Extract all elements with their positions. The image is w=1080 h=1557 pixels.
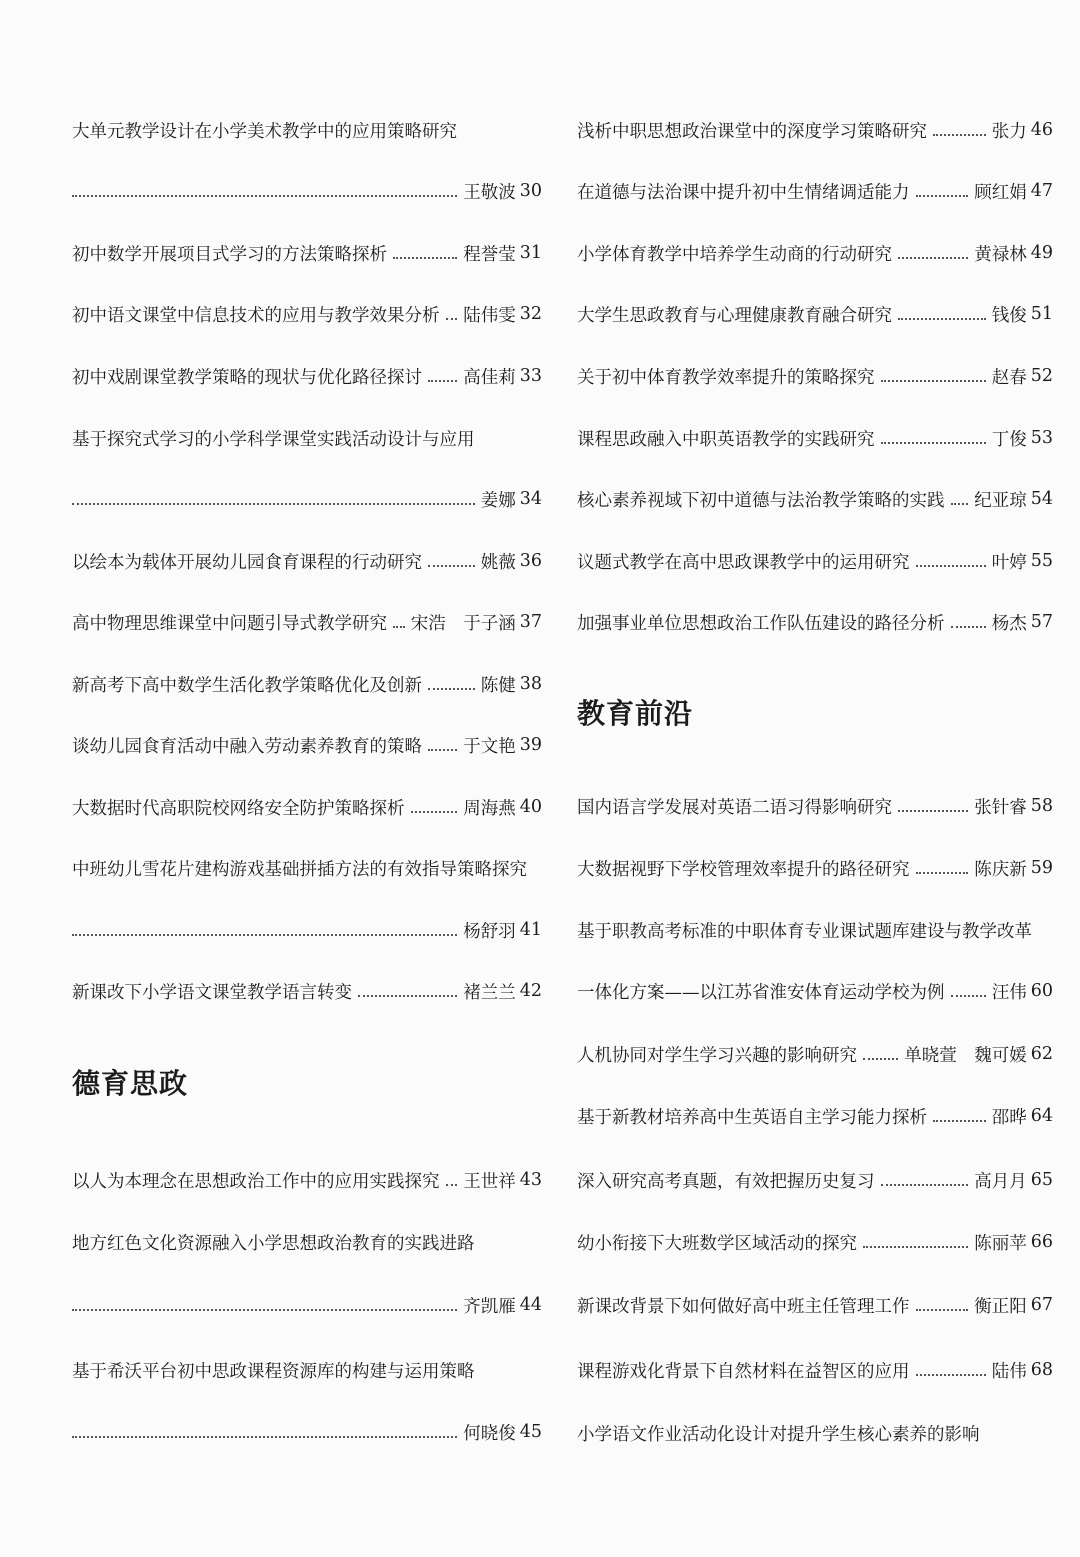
entry-page-number: 38 (519, 674, 542, 694)
dot-leader (393, 624, 405, 628)
entry-author: 邵晔 (991, 1107, 1027, 1128)
section-title: 教育前沿 (577, 697, 694, 730)
entry-title: 高中物理思维课堂中问题引导式教学研究 (72, 613, 387, 634)
entry-page-number: 37 (519, 612, 542, 632)
dot-leader (428, 747, 457, 751)
entry-title: 小学语文作业活动化设计对提升学生核心素养的影响 (577, 1424, 980, 1445)
dot-leader (72, 932, 457, 936)
entry-page-number: 66 (1030, 1232, 1053, 1252)
entry-page-number: 62 (1030, 1044, 1053, 1064)
toc-entry[interactable] (577, 171, 1053, 211)
dot-leader (446, 1182, 458, 1186)
dot-leader (411, 809, 458, 813)
toc-entry[interactable] (72, 1350, 542, 1390)
entry-title: 大数据视野下学校管理效率提升的路径研究 (577, 859, 910, 880)
entry-author: 陆伟 (991, 1361, 1027, 1382)
entry-title: 基于职教高考标准的中职体育专业课试题库建设与教学改革 (577, 921, 1032, 942)
entry-title: 浅析中职思想政治课堂中的深度学习策略研究 (577, 121, 927, 142)
entry-page-number: 53 (1030, 428, 1053, 448)
entry-author: 陈健 (480, 675, 516, 696)
entry-author: 程誉莹 (463, 244, 516, 265)
toc-entry[interactable] (72, 479, 542, 519)
entry-author: 单晓萱 魏可媛 (904, 1045, 1027, 1066)
entry-page-number: 34 (519, 489, 542, 509)
entry-title: 小学体育教学中培养学生动商的行动研究 (577, 244, 892, 265)
entry-author: 黄禄林 (974, 244, 1027, 265)
entry-title: 加强事业单位思想政治工作队伍建设的路径分析 (577, 613, 945, 634)
entry-author: 齐凯雁 (463, 1296, 516, 1317)
entry-author: 纪亚琼 (974, 490, 1027, 511)
entry-title: 新课改下小学语文课堂教学语言转变 (72, 982, 352, 1003)
entry-page-number: 43 (519, 1170, 542, 1190)
entry-author: 钱俊 (991, 305, 1027, 326)
toc-entry[interactable] (72, 110, 542, 150)
entry-author: 叶婷 (991, 552, 1027, 573)
toc-entry[interactable] (577, 786, 1053, 826)
dot-leader (863, 1244, 968, 1248)
entry-author: 衡正阳 (974, 1296, 1027, 1317)
dot-leader (863, 1056, 898, 1060)
entry-title: 初中语文课堂中信息技术的应用与教学效果分析 (72, 305, 440, 326)
dot-leader (881, 1182, 969, 1186)
toc-entry[interactable] (577, 1160, 1053, 1200)
toc-entry[interactable] (577, 1222, 1053, 1262)
toc-entry[interactable] (72, 294, 542, 334)
toc-entry[interactable] (577, 971, 1053, 1011)
entry-page-number: 39 (519, 735, 542, 755)
dot-leader (916, 563, 986, 567)
toc-entry[interactable] (72, 1412, 542, 1452)
toc-entry[interactable] (72, 233, 542, 273)
entry-page-number: 32 (519, 304, 542, 324)
entry-author: 赵春 (991, 367, 1027, 388)
toc-entry[interactable] (577, 848, 1053, 888)
dot-leader (916, 1372, 986, 1376)
toc-entry[interactable] (577, 541, 1053, 581)
entry-title: 以人为本理念在思想政治工作中的应用实践探究 (72, 1171, 440, 1192)
entry-title: 基于新教材培养高中生英语自主学习能力探析 (577, 1107, 927, 1128)
entry-author: 姜娜 (480, 490, 516, 511)
dot-leader (72, 1434, 457, 1438)
entry-page-number: 44 (519, 1295, 542, 1315)
entry-author: 陈庆新 (974, 859, 1027, 880)
toc-entry[interactable] (72, 971, 542, 1011)
entry-page-number: 64 (1030, 1106, 1053, 1126)
entry-author: 陆伟雯 (463, 305, 516, 326)
toc-entry[interactable] (577, 294, 1053, 334)
entry-title: 国内语言学发展对英语二语习得影响研究 (577, 797, 892, 818)
dot-leader (951, 501, 969, 505)
dot-leader (881, 378, 986, 382)
entry-author: 顾红娟 (974, 182, 1027, 203)
toc-entry[interactable] (72, 910, 542, 950)
toc-entry[interactable] (577, 1096, 1053, 1136)
entry-page-number: 41 (519, 920, 542, 940)
entry-page-number: 68 (1030, 1360, 1053, 1380)
toc-entry[interactable] (72, 541, 542, 581)
toc-entry[interactable] (72, 356, 542, 396)
entry-page-number: 40 (519, 797, 542, 817)
entry-page-number: 58 (1030, 796, 1053, 816)
entry-page-number: 31 (519, 243, 542, 263)
dot-leader (951, 624, 986, 628)
entry-page-number: 36 (519, 551, 542, 571)
entry-author: 张力 (991, 121, 1027, 142)
toc-entry[interactable] (72, 787, 542, 827)
dot-leader (916, 1307, 969, 1311)
toc-entry[interactable] (577, 418, 1053, 458)
toc-entry[interactable] (577, 1350, 1053, 1390)
entry-title: 大学生思政教育与心理健康教育融合研究 (577, 305, 892, 326)
toc-entry[interactable] (72, 1160, 542, 1200)
entry-title: 初中数学开展项目式学习的方法策略探析 (72, 244, 387, 265)
entry-page-number: 51 (1030, 304, 1053, 324)
toc-entry[interactable] (72, 171, 542, 211)
section-title: 德育思政 (72, 1067, 189, 1100)
toc-entry[interactable] (577, 356, 1053, 396)
toc-entry[interactable] (72, 664, 542, 704)
toc-entry[interactable] (577, 479, 1053, 519)
dot-leader (881, 440, 986, 444)
entry-title: 关于初中体育教学效率提升的策略探究 (577, 367, 875, 388)
entry-author: 何晓俊 (463, 1423, 516, 1444)
entry-page-number: 54 (1030, 489, 1053, 509)
toc-entry[interactable] (577, 1285, 1053, 1325)
entry-page-number: 30 (519, 181, 542, 201)
entry-page-number: 57 (1030, 612, 1053, 632)
entry-author: 周海燕 (463, 798, 516, 819)
entry-title: 一体化方案——以江苏省淮安体育运动学校为例 (577, 982, 945, 1003)
entry-page-number: 33 (519, 366, 542, 386)
entry-author: 杨杰 (991, 613, 1027, 634)
dot-leader (428, 686, 475, 690)
entry-title: 核心素养视域下初中道德与法治教学策略的实践 (577, 490, 945, 511)
entry-title: 课程思政融入中职英语教学的实践研究 (577, 429, 875, 450)
entry-title: 议题式教学在高中思政课教学中的运用研究 (577, 552, 910, 573)
dot-leader (898, 316, 986, 320)
entry-page-number: 67 (1030, 1295, 1053, 1315)
toc-entry[interactable] (72, 1222, 542, 1262)
entry-title: 课程游戏化背景下自然材料在益智区的应用 (577, 1361, 910, 1382)
entry-author: 汪伟 (991, 982, 1027, 1003)
entry-title: 初中戏剧课堂教学策略的现状与优化路径探讨 (72, 367, 422, 388)
dot-leader (898, 255, 968, 259)
dot-leader (446, 316, 458, 320)
entry-author: 高月月 (974, 1171, 1027, 1192)
toc-entry[interactable] (72, 848, 542, 888)
entry-page-number: 60 (1030, 981, 1053, 1001)
entry-page-number: 52 (1030, 366, 1053, 386)
entry-author: 张针睿 (974, 797, 1027, 818)
entry-title: 大单元教学设计在小学美术教学中的应用策略研究 (72, 121, 457, 142)
entry-author: 高佳莉 (463, 367, 516, 388)
toc-entry[interactable] (577, 910, 1053, 950)
toc-entry[interactable] (72, 602, 542, 642)
entry-page-number: 42 (519, 981, 542, 1001)
entry-author: 王敬波 (463, 182, 516, 203)
entry-title: 以绘本为载体开展幼儿园食育课程的行动研究 (72, 552, 422, 573)
entry-title: 人机协同对学生学习兴趣的影响研究 (577, 1045, 857, 1066)
entry-page-number: 47 (1030, 181, 1053, 201)
entry-page-number: 49 (1030, 243, 1053, 263)
dot-leader (916, 193, 969, 197)
entry-title: 在道德与法治课中提升初中生情绪调适能力 (577, 182, 910, 203)
entry-author: 陈丽苹 (974, 1233, 1027, 1254)
entry-author: 褚兰兰 (463, 982, 516, 1003)
dot-leader (428, 563, 475, 567)
entry-title: 深入研究高考真题，有效把握历史复习 (577, 1171, 875, 1192)
entry-title: 大数据时代高职院校网络安全防护策略探析 (72, 798, 405, 819)
toc-entry[interactable] (577, 110, 1053, 150)
dot-leader (933, 132, 986, 136)
entry-author: 于文艳 (463, 736, 516, 757)
entry-author: 宋浩 于子涵 (410, 613, 516, 634)
entry-title: 基于希沃平台初中思政课程资源库的构建与运用策略 (72, 1361, 475, 1382)
entry-title: 地方红色文化资源融入小学思想政治教育的实践进路 (72, 1233, 475, 1254)
entry-title: 新高考下高中数学生活化教学策略优化及创新 (72, 675, 422, 696)
entry-title: 幼小衔接下大班数学区域活动的探究 (577, 1233, 857, 1254)
toc-entry[interactable] (72, 1285, 542, 1325)
entry-page-number: 46 (1030, 120, 1053, 140)
entry-title: 新课改背景下如何做好高中班主任管理工作 (577, 1296, 910, 1317)
entry-author: 杨舒羽 (463, 921, 516, 942)
toc-entry[interactable] (72, 418, 542, 458)
dot-leader (898, 808, 968, 812)
dot-leader (358, 993, 457, 997)
toc-entry[interactable] (577, 602, 1053, 642)
entry-author: 王世祥 (463, 1171, 516, 1192)
entry-page-number: 65 (1030, 1170, 1053, 1190)
dot-leader (393, 255, 457, 259)
dot-leader (72, 501, 475, 505)
entry-title: 谈幼儿园食育活动中融入劳动素养教育的策略 (72, 736, 422, 757)
entry-author: 丁俊 (991, 429, 1027, 450)
dot-leader (951, 993, 986, 997)
toc-entry[interactable] (577, 1413, 1053, 1453)
dot-leader (933, 1118, 986, 1122)
dot-leader (428, 378, 457, 382)
entry-author: 姚薇 (480, 552, 516, 573)
entry-title: 基于探究式学习的小学科学课堂实践活动设计与应用 (72, 429, 475, 450)
dot-leader (72, 1307, 457, 1311)
dot-leader (72, 193, 457, 197)
dot-leader (916, 870, 969, 874)
entry-page-number: 55 (1030, 551, 1053, 571)
entry-page-number: 45 (519, 1422, 542, 1442)
entry-title: 中班幼儿雪花片建构游戏基础拼插方法的有效指导策略探究 (72, 859, 527, 880)
toc-entry[interactable] (577, 233, 1053, 273)
entry-page-number: 59 (1030, 858, 1053, 878)
toc-entry[interactable] (72, 725, 542, 765)
toc-entry[interactable] (577, 1034, 1053, 1074)
